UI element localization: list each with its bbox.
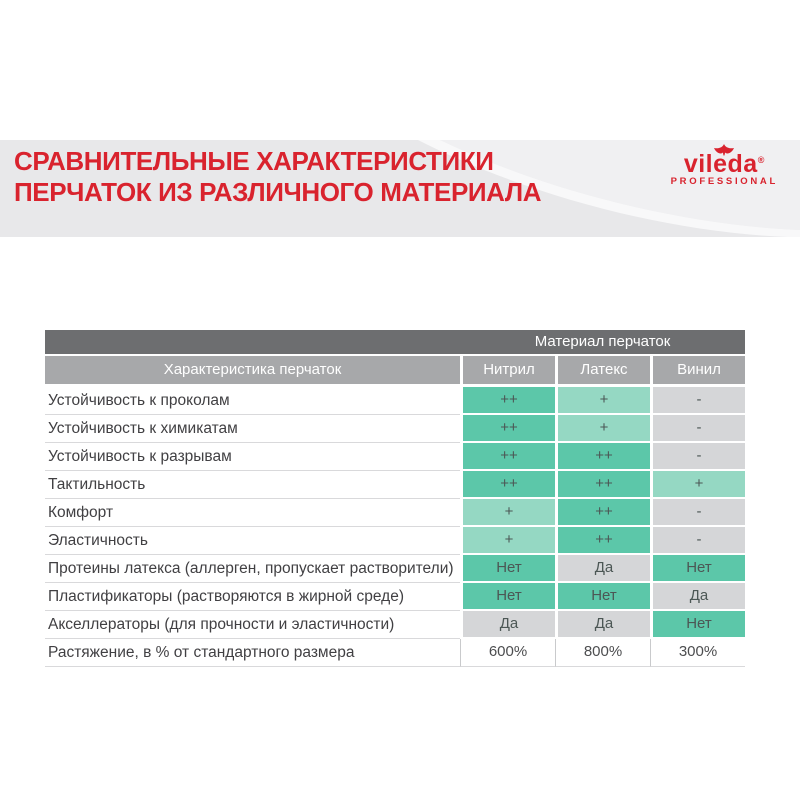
value-cell: - <box>650 443 745 471</box>
column-header-vinyl: Винил <box>650 356 745 384</box>
comparison-table <box>45 330 745 667</box>
value-cell: Да <box>650 583 745 611</box>
value-cell: - <box>650 387 745 415</box>
title-line-1: СРАВНИТЕЛЬНЫЕ ХАРАКТЕРИСТИКИ <box>14 146 494 176</box>
value-cell: 800% <box>555 639 650 667</box>
registered-mark: ® <box>757 155 765 165</box>
value-cell: Нет <box>555 583 650 611</box>
table-row <box>45 583 745 611</box>
value-cell: - <box>650 527 745 555</box>
logo-subtitle: PROFESSIONAL <box>670 176 778 187</box>
value-cell: ++ <box>460 387 555 415</box>
row-label: Акселлераторы (для прочности и эластичности) <box>45 611 460 639</box>
column-header-characteristic: Характеристика перчаток <box>45 356 460 384</box>
title-banner <box>0 140 800 237</box>
row-label: Устойчивость к проколам <box>45 387 460 415</box>
value-cell: + <box>460 527 555 555</box>
row-label: Устойчивость к разрывам <box>45 443 460 471</box>
logo-brand-text: vileda® <box>683 150 765 178</box>
value-cell: + <box>555 387 650 415</box>
table-row <box>45 471 745 499</box>
value-cell: ++ <box>460 471 555 499</box>
material-header-label: Материал перчаток <box>534 333 671 350</box>
value-cell: ++ <box>555 471 650 499</box>
value-cell: 600% <box>460 639 555 667</box>
table-row <box>45 527 745 555</box>
table-row <box>45 555 745 583</box>
value-cell: Нет <box>650 611 745 639</box>
value-cell: ++ <box>555 499 650 527</box>
value-cell: ++ <box>460 415 555 443</box>
row-label: Протеины латекса (аллерген, пропускает растворители) <box>45 555 460 583</box>
row-label: Растяжение, в % от стандартного размера <box>45 639 460 667</box>
value-cell: ++ <box>555 527 650 555</box>
value-cell: + <box>555 415 650 443</box>
table-header-material-band <box>45 330 745 354</box>
value-cell: + <box>460 499 555 527</box>
value-cell: ++ <box>460 443 555 471</box>
table-row <box>45 499 745 527</box>
value-cell: + <box>650 471 745 499</box>
row-label: Устойчивость к химикатам <box>45 415 460 443</box>
table-header-row <box>45 356 745 384</box>
value-cell: Да <box>555 611 650 639</box>
table-row <box>45 611 745 639</box>
value-cell: Да <box>460 611 555 639</box>
column-header-nitrile: Нитрил <box>460 356 555 384</box>
value-cell: Да <box>555 555 650 583</box>
vileda-logo <box>671 143 778 187</box>
value-cell: - <box>650 499 745 527</box>
value-cell: 300% <box>650 639 745 667</box>
table-row <box>45 415 745 443</box>
row-label: Комфорт <box>45 499 460 527</box>
row-label: Эластичность <box>45 527 460 555</box>
column-header-latex: Латекс <box>555 356 650 384</box>
value-cell: Нет <box>460 555 555 583</box>
value-cell: - <box>650 415 745 443</box>
value-cell: ++ <box>555 443 650 471</box>
title-line-2: ПЕРЧАТОК ИЗ РАЗЛИЧНОГО МАТЕРИАЛА <box>14 177 542 207</box>
table-row <box>45 443 745 471</box>
value-cell: Нет <box>460 583 555 611</box>
row-label: Тактильность <box>45 471 460 499</box>
row-label: Пластификаторы (растворяются в жирной среде) <box>45 583 460 611</box>
table-row <box>45 387 745 415</box>
table-row <box>45 639 745 667</box>
value-cell: Нет <box>650 555 745 583</box>
